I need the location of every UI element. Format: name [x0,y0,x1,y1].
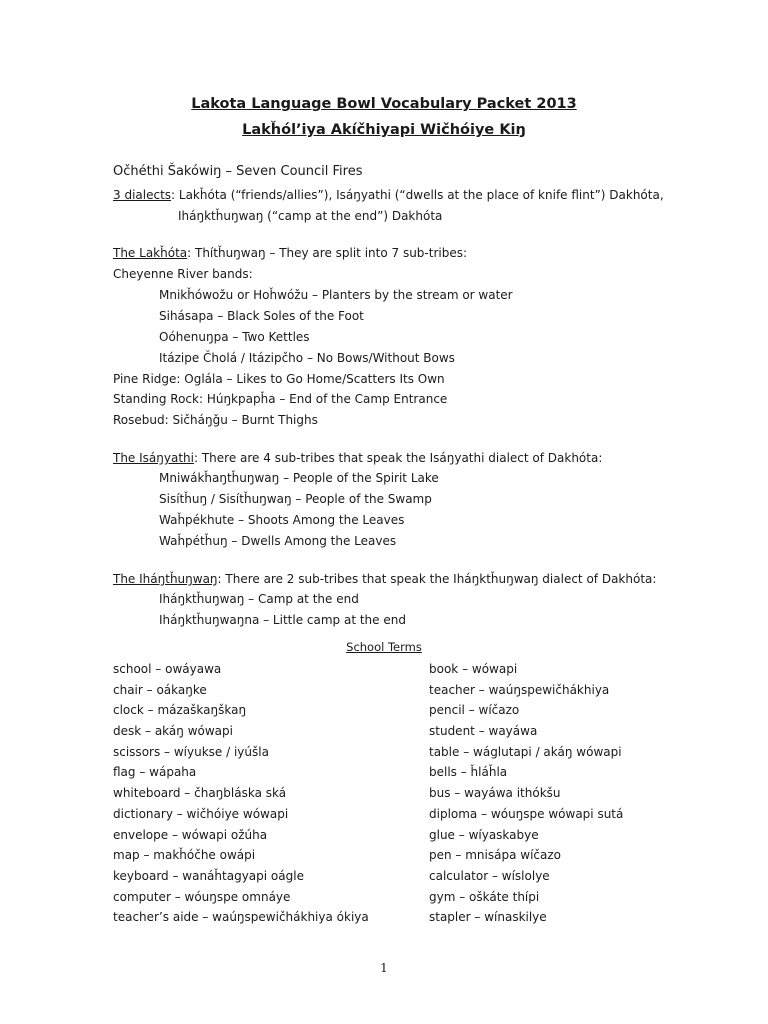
dialects-label: 3 dialects [113,188,172,202]
term-item: flag – wápaha [113,765,197,780]
cheyenne-river-heading: Cheyenne River bands: [113,267,253,281]
list-item: Mnikȟówožu or Hoȟwóžu – Planters by the stream or water [159,288,513,302]
term-item: teacher – waúŋspewičhákhiya [429,682,610,697]
list-item: Mniwákȟaŋtȟuŋwaŋ – People of the Spirit Lake [159,471,439,485]
term-item: bus – wayáwa ithókšu [429,786,561,801]
term-item: bells – ȟláȟla [429,765,508,780]
school-terms-heading: School Terms [346,640,422,654]
term-item: scissors – wíyukse / iyúšla [113,744,269,759]
list-item: Rosebud: Sičháŋǧu – Burnt Thighs [113,413,318,427]
term-item: pen – mnisápa wíčazo [429,848,561,863]
term-item: keyboard – wanáȟtagyapi oágle [113,868,304,883]
council-line: Očhéthi Šakówiŋ – Seven Council Fires [113,164,363,179]
list-item: Sisítȟuŋ / Sisítȟuŋwaŋ – People of the Swamp [159,492,432,506]
list-item: Waȟpékhute – Shoots Among the Leaves [159,513,405,527]
isanyathi-label: The Isáŋyathi [113,451,194,465]
lakhota-text: : Thítȟuŋwaŋ – They are split into 7 sub-tribes: [187,246,468,260]
list-item: Sihásapa – Black Soles of the Foot [159,309,364,323]
school-terms-left-column [113,661,369,930]
list-item: Pine Ridge: Oglála – Likes to Go Home/Scatters Its Own [113,372,445,386]
term-item: calculator – wíslolye [429,868,550,883]
term-item: dictionary – wičhóiye wówapi [113,806,289,821]
list-item: Standing Rock: Húŋkpapȟa – End of the Camp Entrance [113,392,448,406]
term-item: gym – oškáte thípi [429,889,540,904]
list-item: Iháŋktȟuŋwaŋna – Little camp at the end [159,613,406,627]
ihanthunwan-heading [113,571,656,587]
term-item: book – wówapi [429,662,518,676]
ihanthunwan-label: The Iháŋtȟuŋwaŋ [113,572,218,586]
term-item: envelope – wówapi ožúha [113,827,268,842]
term-item: diploma – wóuŋspe wówapi sutá [429,806,624,821]
isanyathi-text: : There are 4 sub-tribes that speak the Isáŋyathi dialect of Dakhóta: [193,451,603,465]
lakhota-label: The Lakȟóta [113,246,188,260]
list-item: Oóhenuŋpa – Two Kettles [159,330,310,344]
list-item: Iháŋktȟuŋwaŋ – Camp at the end [159,592,359,606]
page-number: 1 [380,961,388,975]
term-item: whiteboard – čhaŋbláska ská [113,786,287,801]
term-item: desk – akáŋ wówapi [113,724,233,739]
lakhota-heading [113,245,467,261]
term-item: chair – oákaŋke [113,682,207,697]
list-item: Itázipe Čholá / Itázipčho – No Bows/Without Bows [159,351,455,365]
term-item: table – wáglutapi / akáŋ wówapi [429,744,622,759]
ihanthunwan-text: : There are 2 sub-tribes that speak the Iháŋktȟuŋwaŋ dialect of Dakhóta: [217,572,657,586]
term-item: student – wayáwa [429,724,538,739]
term-item: teacher’s aide – waúŋspewičhákhiya ókiya [113,910,369,925]
school-terms-right-column [429,661,623,930]
page-subtitle: Lakȟól’iya Akíčhiyapi Wičhóiye Kiŋ [242,122,526,138]
term-item: stapler – wínaskilye [429,910,547,925]
term-item: glue – wíyaskabye [429,827,539,842]
dialects-continuation: Iháŋktȟuŋwaŋ (“camp at the end”) Dakhóta [178,209,443,223]
dialects-line [113,187,664,203]
term-item: pencil – wíčazo [429,703,520,718]
list-item: Waȟpétȟuŋ – Dwells Among the Leaves [159,534,397,548]
isanyathi-heading [113,450,602,466]
term-item: clock – mázaškaŋškaŋ [113,703,247,718]
term-item: computer – wóuŋspe omnáye [113,889,291,904]
page-title: Lakota Language Bowl Vocabulary Packet 2013 [191,96,577,112]
dialects-text: : Lakȟóta (“friends/allies”), Isáŋyathi (“dwells at the place of knife flint”) Dakhóta, [171,188,664,202]
term-item: school – owáyawa [113,662,222,676]
term-item: map – makȟóčhe owápi [113,848,256,863]
